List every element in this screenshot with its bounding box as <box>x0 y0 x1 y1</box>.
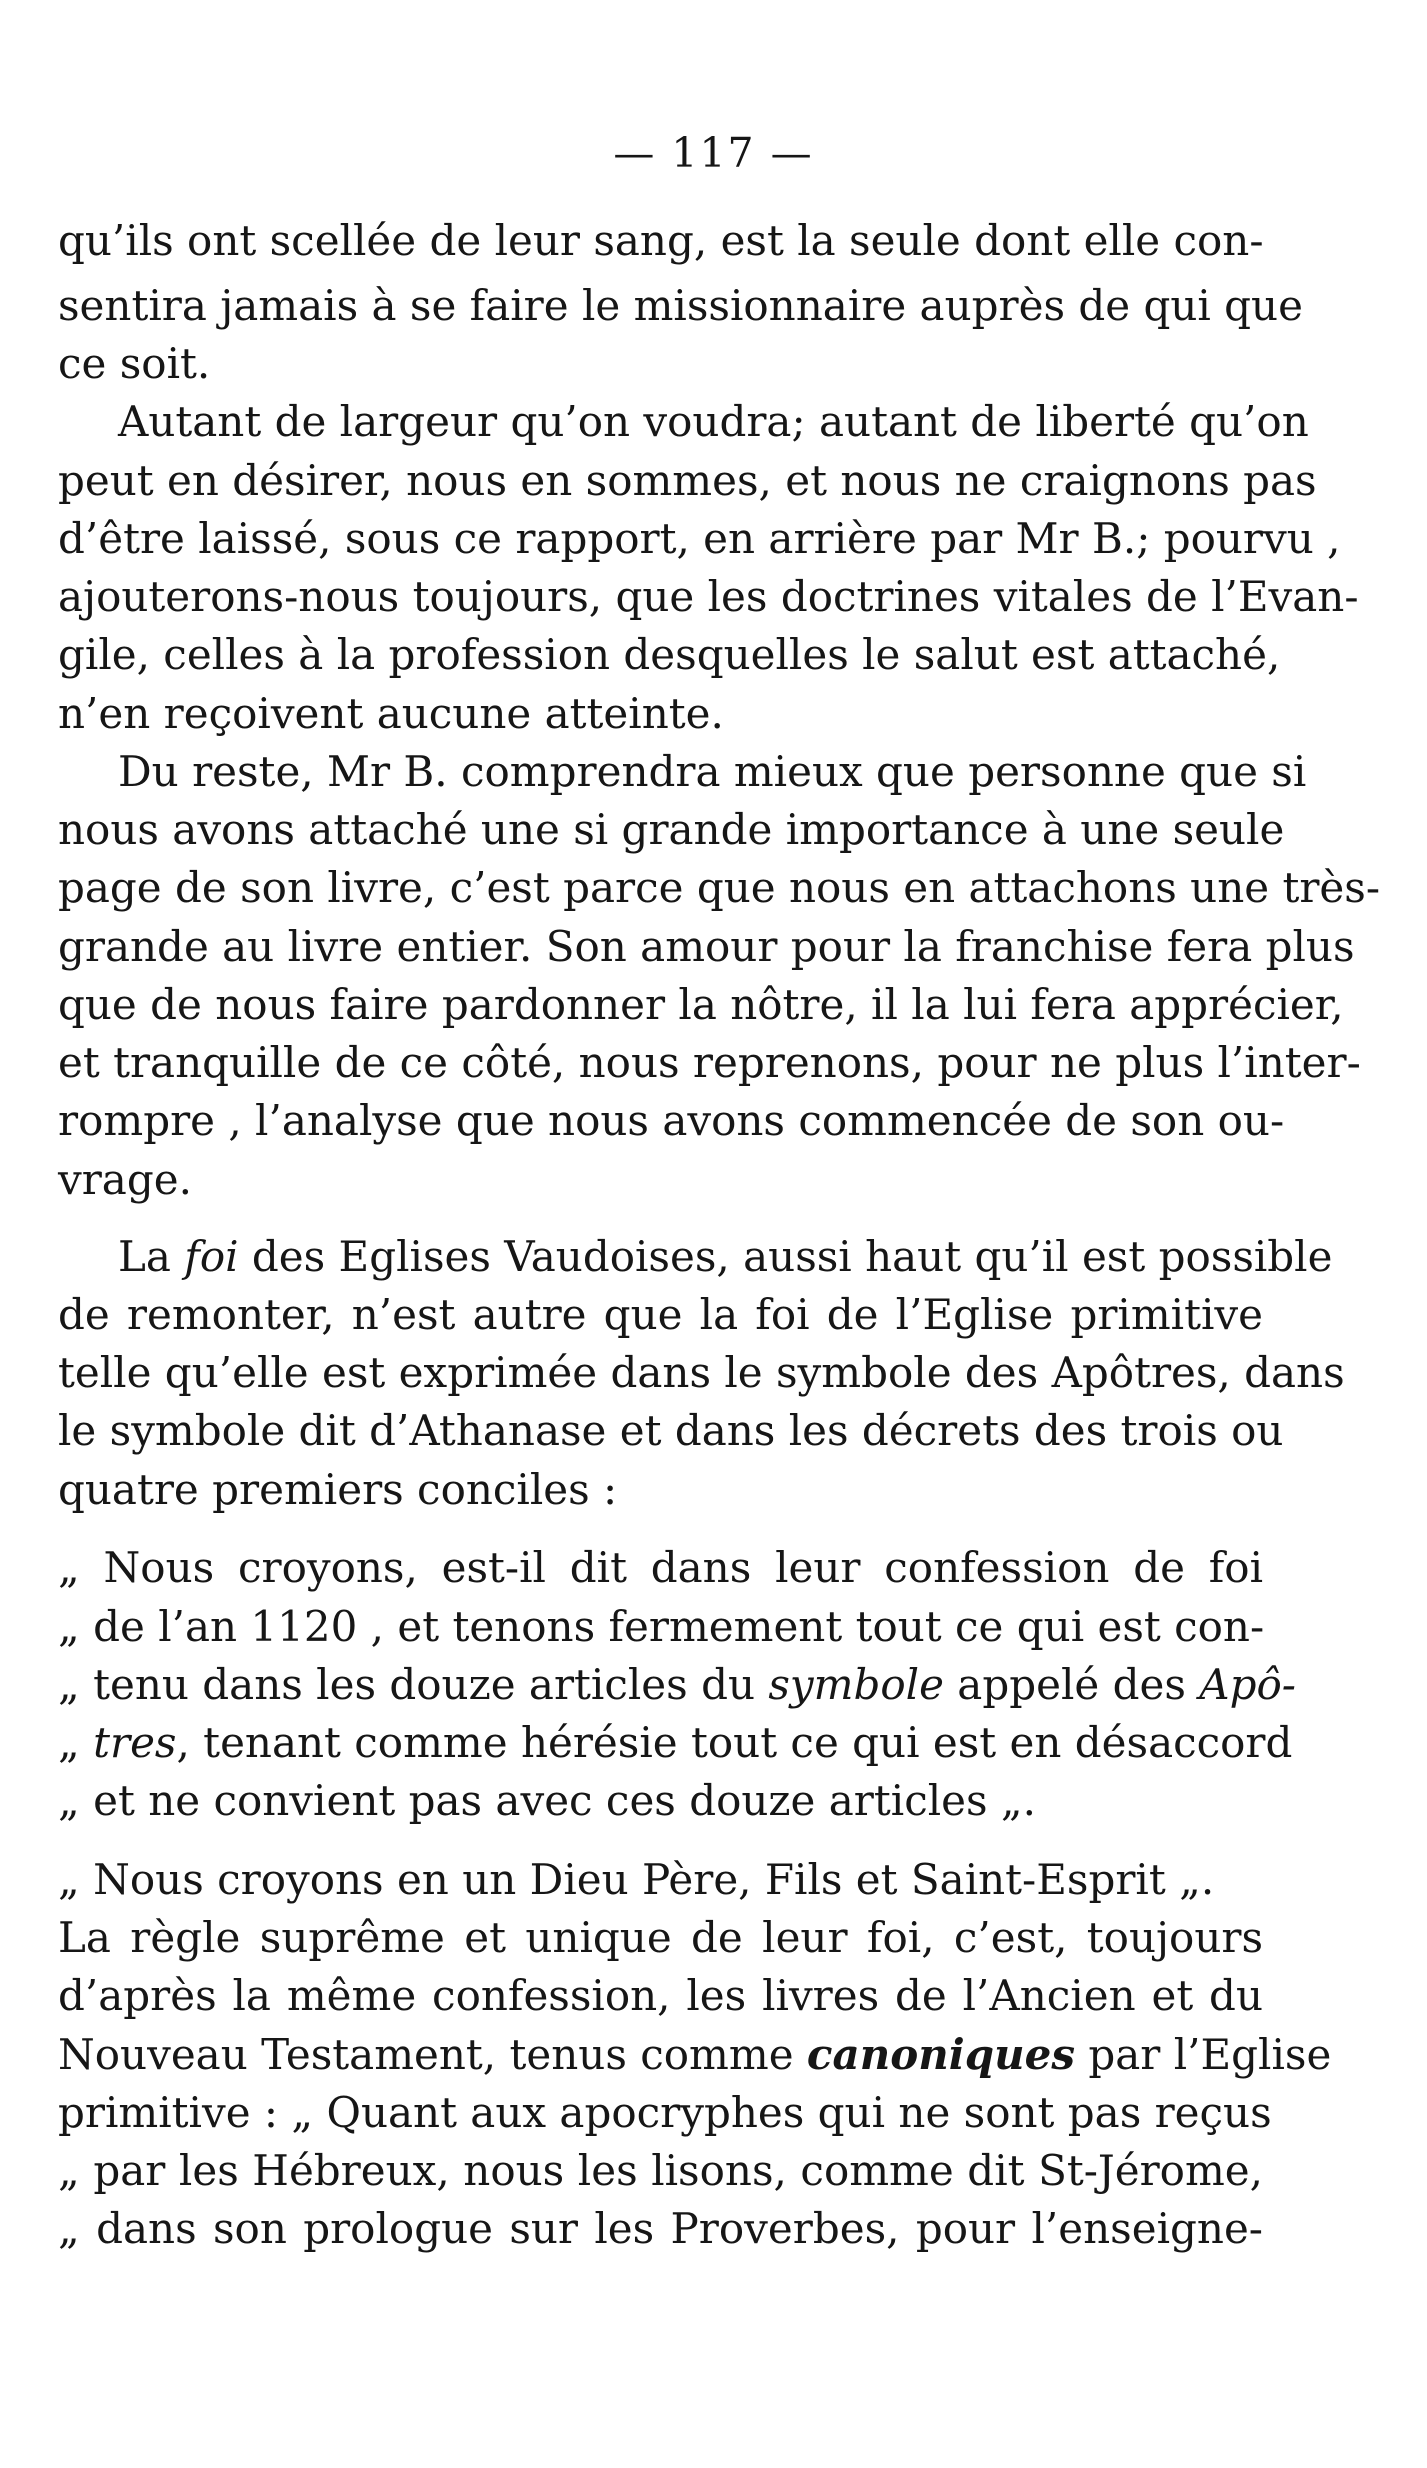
text-line-content: rompre , l’analyse que nous avons commencée de son ou- <box>58 1096 1285 1145</box>
text-line-content: sentira jamais à se faire le missionnaire auprès de qui que <box>58 281 1303 330</box>
text-line <box>58 510 1341 567</box>
text-line <box>58 626 1281 683</box>
text-line-content: peut en désirer, nous en sommes, et nous ne craignons pas <box>58 456 1317 505</box>
text-line <box>58 1344 1345 1401</box>
text-line <box>58 2026 1332 2083</box>
italic-word: symbole <box>768 1660 944 1709</box>
text-line-content: qu’ils ont scellée de leur sang, est la seule dont elle con- <box>58 216 1264 265</box>
text-line <box>58 1034 1361 1091</box>
text-line <box>58 1402 1284 1459</box>
quote-line <box>58 1598 1263 1655</box>
text-line-content: d’être laissé, sous ce rapport, en arrière par Mr B.; pourvu , <box>58 514 1341 563</box>
text-line-content: ce soit. <box>58 339 211 388</box>
text-line-content: le symbole dit d’Athanase et dans les décrets des trois ou <box>58 1406 1284 1455</box>
text-line <box>58 685 1263 742</box>
quote-line <box>58 1656 1296 1713</box>
italic-word: canoniques <box>806 2030 1076 2079</box>
quote-line <box>58 1539 1263 1596</box>
text-fragment: par l’Eglise <box>1075 2030 1332 2079</box>
text-line-content: quatre premiers conciles : <box>58 1465 618 1514</box>
text-line-content: „ dans son prologue sur les Proverbes, pour l’enseigne- <box>58 2204 1263 2253</box>
text-line-content: grande au livre entier. Son amour pour la franchise fera plus <box>58 922 1355 971</box>
text-line-content: „ Nous croyons en un Dieu Père, Fils et Saint-Esprit „. <box>58 1855 1215 1904</box>
italic-word: foi <box>184 1232 239 1281</box>
text-line <box>118 1228 1333 1285</box>
text-line <box>58 1286 1263 1343</box>
text-line-content: „ par les Hébreux, nous les lisons, comme dit St-Jérome, <box>58 2146 1263 2195</box>
text-line <box>58 859 1381 916</box>
text-line <box>58 335 1263 392</box>
text-fragment: appelé des <box>943 1660 1200 1709</box>
text-line-content: primitive : „ Quant aux apocryphes qui ne sont pas reçus <box>58 2088 1272 2137</box>
text-line-content: „ Nous croyons, est-il dit dans leur confession de foi <box>58 1543 1263 1592</box>
text-line <box>58 918 1355 975</box>
text-line-content: n’en reçoivent aucune atteinte. <box>58 689 724 738</box>
text-line <box>58 1151 1263 1208</box>
text-line-content: et tranquille de ce côté, nous reprenons, pour ne plus l’inter- <box>58 1038 1361 1087</box>
page-number: — 117 — <box>613 129 814 177</box>
text-line-content: page de son livre, c’est parce que nous en attachons une très- <box>58 863 1381 912</box>
text-line-content: Du reste, Mr B. comprendra mieux que personne que si <box>118 747 1307 796</box>
text-fragment: La <box>118 1232 185 1281</box>
text-line <box>58 1092 1285 1149</box>
text-line-content: „ de l’an 1120 , et tenons fermement tout ce qui est con- <box>58 1602 1265 1651</box>
quote-line <box>58 1714 1293 1771</box>
text-line <box>58 1909 1263 1966</box>
text-line-content: que de nous faire pardonner la nôtre, il la lui fera apprécier, <box>58 980 1344 1029</box>
text-line-content: telle qu’elle est exprimée dans le symbole des Apôtres, dans <box>58 1348 1345 1397</box>
text-fragment: Nouveau Testament, tenus comme <box>58 2030 807 2079</box>
text-line <box>58 568 1359 625</box>
text-line <box>58 1461 1263 1518</box>
text-line <box>58 2084 1272 2141</box>
text-line-content: nous avons attaché une si grande importance à une seule <box>58 805 1285 854</box>
text-line <box>58 452 1317 509</box>
text-line-content: d’après la même confession, les livres de l’Ancien et du <box>58 1971 1263 2020</box>
text-line-content: La règle suprême et unique de leur foi, c’est, toujours <box>58 1913 1263 1962</box>
text-line <box>58 801 1285 858</box>
text-line <box>58 2142 1263 2199</box>
text-fragment: des Eglises Vaudoises, aussi haut qu’il est possible <box>238 1232 1333 1281</box>
text-line-content: de remonter, n’est autre que la foi de l’Eglise primitive <box>58 1290 1263 1339</box>
italic-word: tres <box>93 1718 177 1767</box>
text-line <box>58 2200 1263 2257</box>
text-line <box>58 976 1344 1033</box>
text-line-content: „ et ne convient pas avec ces douze articles „. <box>58 1776 1037 1825</box>
text-fragment: „ <box>58 1718 94 1767</box>
text-line <box>118 393 1309 450</box>
text-fragment: , tenant comme hérésie tout ce qui est en désaccord <box>176 1718 1293 1767</box>
text-line-content: gile, celles à la profession desquelles le salut est attaché, <box>58 630 1281 679</box>
italic-word: Apô- <box>1199 1660 1296 1709</box>
text-line <box>58 1967 1263 2024</box>
quote-line <box>58 1772 1263 1829</box>
text-line-content: ajouterons-nous toujours, que les doctrines vitales de l’Evan- <box>58 572 1359 621</box>
text-line <box>58 212 1263 269</box>
text-line <box>118 743 1307 800</box>
text-line <box>58 277 1303 334</box>
text-line-content: vrage. <box>58 1155 192 1204</box>
text-line-content: Autant de largeur qu’on voudra; autant de liberté qu’on <box>118 397 1309 446</box>
quote-line <box>58 1851 1263 1908</box>
text-fragment: „ tenu dans les douze articles du <box>58 1660 769 1709</box>
